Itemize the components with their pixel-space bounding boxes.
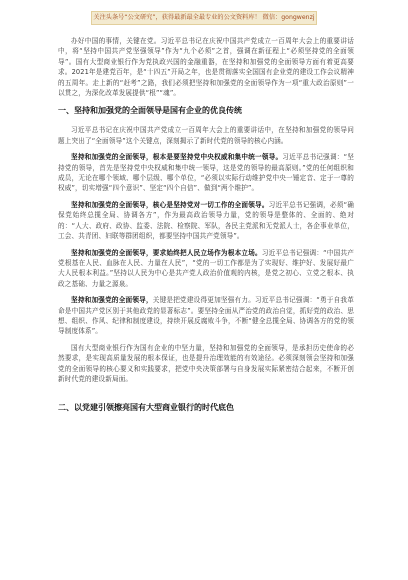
section-1-lead: 习近平总书记在庆祝中国共产党成立一百周年大会上的重要讲话中，在坚持和加强党的领导问题上突出了“全面领导”这个关键点，深刻揭示了新时代党的领导的核心内涵。: [58, 126, 354, 145]
paragraph-bold-lead: 坚持和加强党的全面领导，核心是坚持党对一切工作的全面领导。: [71, 200, 269, 209]
paragraph-party-building: [58, 295, 354, 337]
paragraph-bold-lead: 坚持和加强党的全面领导，根本是要坚持党中央权威和集中统一领导。: [71, 153, 283, 162]
paragraph-bold-lead: 坚持和加强党的全面领导，: [71, 296, 153, 305]
paragraph-text: 习近平总书记强调：“坚持党的领导，首先是坚持党中央权威和集中统一领导，这是党的领导的最高原则。”党的任何组织和成员，无论在哪个领域、哪个层级、哪个单位，“必须以实际行动维护党中央一锤定音、定于一尊的权威”，切实增强“四个意识”、坚定“四个自信”、做到“两个维护”。: [58, 153, 354, 193]
document-body: [58, 36, 354, 422]
paragraph-overall-leadership: [58, 200, 354, 242]
section-1-heading: 一、坚持和加强党的全面领导是国有企业的优良传统: [58, 106, 242, 116]
paragraph-people-stance: [58, 248, 354, 290]
paragraph-text: 习近平总书记强调，必须“确保党始终总揽全局、协调各方”，作为最高政治领导力量，党的领导是整体的、全面的、绝对的：“人大、政府、政协、监委、法院、检察院、军队，各民主党派和无党派人士，各企事业单位，工会、共青团、妇联等群团组织，都要坚持中国共产党领导”。: [58, 200, 354, 241]
paragraph-central-authority: [58, 152, 354, 194]
intro-paragraph: 办好中国的事情，关键在党。习近平总书记在庆祝中国共产党成立一百周年大会上的重要讲话中，将“坚持中国共产党坚强领导”作为“九个必须”之首，强调在新征程上“必须坚持党的全面领导”。国有大型商业银行作为党执政兴国的金融重器，在坚持和加强党的全面领导方面有着更高要求。2021年是建党百年，是“十四五”开局之年，也是贯彻落实全国国有企业党的建设工作会议精神的五周年。走上新的“赶考”之路，我们必须把坚持和加强党的全面领导作为一项“重大政治原则”一以贯之，为深化改革发展提供“根”“魂”。: [58, 37, 354, 98]
promo-banner: 关注头条号“公文研究”，获得最新最全最专业的公文资料库！ 微信：gongwenzj: [91, 11, 317, 25]
paragraph-bank-role: 国有大型商业银行作为国有企业的中坚力量，坚持和加强党的全面领导，是承担历史使命的必然要求，是实现高质量发展的根本保证，也是提升治理效能的有效途径。必须深刻领会坚持和加强党的全面领导的核心要义和实践要求，把党中央决策部署与自身发展实际紧密结合起来，不断开创新时代党的建设新局面。: [58, 343, 354, 383]
paragraph-bold-lead: 坚持和加强党的全面领导，要求始终把人民立场作为根本立场。: [71, 248, 262, 257]
paragraph-text: 习近平总书记强调：“中国共产党根基在人民、血脉在人民、力量在人民”，“党的一切工作都是为了实现好、维护好、发展好最广大人民根本利益。”坚持以人民为中心是共产党人政治价值观的内核，是党之初心、立党之根本、执政之基础、力量之源泉。: [58, 248, 355, 288]
paragraph-text: 关键是把党建设得更加坚强有力。习近平总书记强调：“勇于自我革命是中国共产党区别于其他政党的显著标志”。要坚持全面从严治党的政治自觉，抓好党的政治、思想、组织、作风、纪律和制度建设，持续开展反腐败斗争，不断“健全总揽全局、协调各方的党的领导制度体系”。: [58, 296, 354, 336]
section-2-heading: 二、以党建引领擦亮国有大型商业银行的时代底色: [58, 403, 234, 413]
